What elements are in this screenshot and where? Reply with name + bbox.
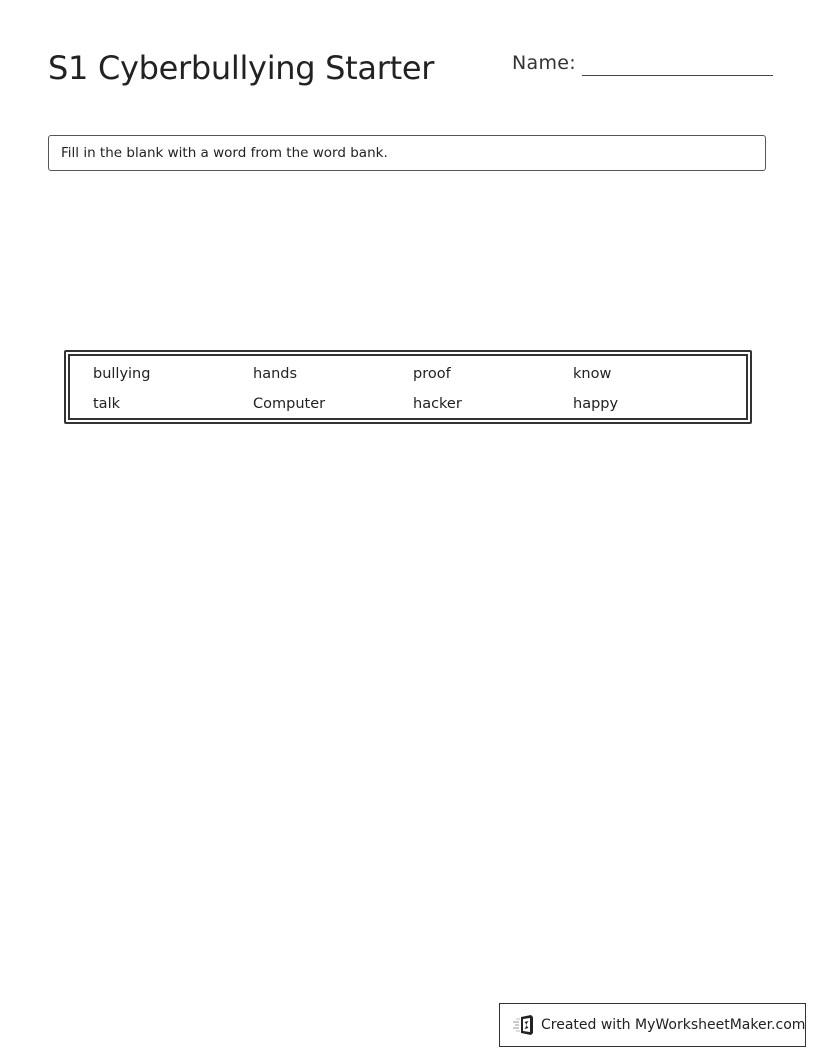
word-bank-item: happy <box>573 395 619 412</box>
word-bank-item: talk <box>93 395 120 412</box>
word-bank-item: proof <box>413 366 451 382</box>
myworksheetmaker-logo-icon <box>512 1013 536 1037</box>
worksheet-title: S1 Cyberbullying Starter <box>48 49 435 87</box>
instructions-box <box>48 135 766 171</box>
word-bank-item: bullying <box>93 366 151 382</box>
word-bank-item: Computer <box>253 395 326 412</box>
name-label: Name: <box>512 52 576 74</box>
footer-credit-text: Created with MyWorksheetMaker.com <box>541 1017 806 1033</box>
word-bank-item: know <box>573 366 612 382</box>
word-bank-inner-border <box>68 354 748 420</box>
word-bank <box>64 350 752 424</box>
name-blank-line <box>582 75 773 76</box>
footer-credit-badge[interactable] <box>499 1003 806 1047</box>
word-bank-item: hacker <box>413 395 462 412</box>
name-field <box>512 51 773 75</box>
instructions-text: Fill in the blank with a word from the word bank. <box>61 145 388 161</box>
word-bank-grid <box>93 364 733 423</box>
word-bank-item: hands <box>253 366 298 382</box>
